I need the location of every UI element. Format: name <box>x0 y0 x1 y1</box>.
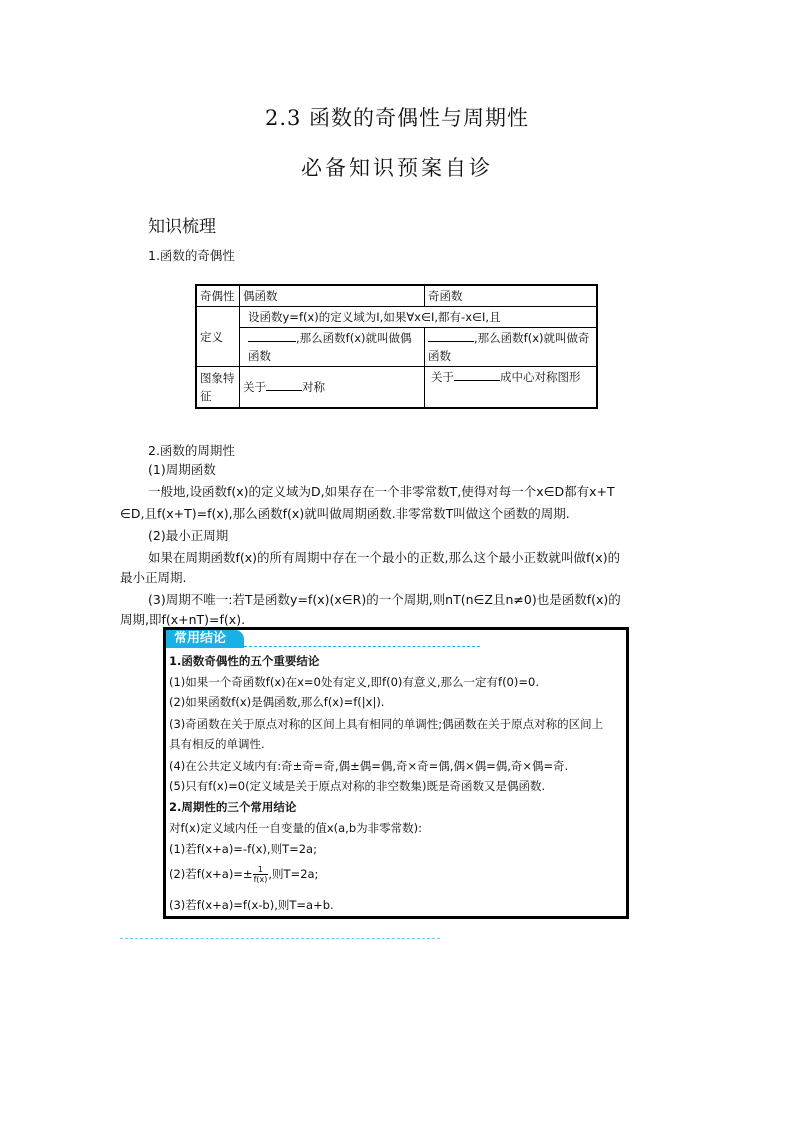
paragraph-line: 如果在周期函数f(x)的所有周期中存在一个最小的正数,那么这个最小正数就叫做f(x)的 <box>148 550 621 565</box>
parity-table <box>195 284 598 409</box>
formula-text: ,则T=2a; <box>268 867 319 881</box>
decorative-divider <box>120 938 440 939</box>
conclusion-item: 具有相反的单调性. <box>169 737 265 751</box>
cell-text: 关于 <box>431 370 454 384</box>
conclusion-item: (1)若f(x+a)=-f(x),则T=2a; <box>169 842 317 856</box>
conclusion-item <box>169 864 318 885</box>
cell-text: 对称 <box>302 380 325 394</box>
conclusion-item: (4)在公共定义域内有:奇±奇=奇,偶±偶=偶,奇×奇=偶,偶×偶=偶,奇×偶=奇. <box>169 759 569 773</box>
cell-text: 成中心对称图形 <box>500 370 581 384</box>
conclusion-heading: 1.函数奇偶性的五个重要结论 <box>169 654 320 668</box>
table-cell <box>240 328 425 367</box>
conclusion-item: (3)奇函数在关于原点对称的区间上具有相同的单调性;偶函数在关于原点对称的区间上 <box>169 717 604 731</box>
fill-blank[interactable] <box>428 329 474 342</box>
periodic-function-title: (1)周期函数 <box>148 462 216 477</box>
table-cell: 设函数y=f(x)的定义域为I,如果∀x∈I,都有-x∈I,且 <box>240 307 598 328</box>
conclusion-item: (1)如果一个奇函数f(x)在x=0处有定义,即f(0)有意义,那么一定有f(0)=0. <box>169 675 539 689</box>
table-cell <box>425 367 598 409</box>
formula-text: (2)若f(x+a)=± <box>169 867 253 881</box>
conclusions-tag: 常用结论 <box>166 630 244 648</box>
paragraph-line: 一般地,设函数f(x)的定义域为D,如果存在一个非零常数T,使得对每一个x∈D都有x+T <box>148 484 615 499</box>
fill-blank[interactable] <box>248 329 296 342</box>
table-cell: 偶函数 <box>240 285 425 307</box>
min-period-title: (2)最小正周期 <box>148 528 229 543</box>
fill-blank[interactable] <box>454 368 500 381</box>
conclusion-item: (5)只有f(x)=0(定义域是关于原点对称的非空数集)既是奇函数又是偶函数. <box>169 779 546 793</box>
fraction-numerator: 1 <box>253 865 269 875</box>
table-row <box>196 367 597 409</box>
paragraph-line: 最小正周期. <box>120 570 187 585</box>
table-header-row <box>196 285 597 307</box>
section-heading: 知识梳理 <box>148 217 216 237</box>
conclusion-item: (2)如果函数f(x)是偶函数,那么f(x)=f(|x|). <box>169 695 385 709</box>
item1-title: 1.函数的奇偶性 <box>148 248 235 263</box>
fraction-denominator: f(x) <box>253 875 268 884</box>
table-cell: 奇偶性 <box>196 285 240 307</box>
table-cell: 图象特征 <box>196 367 240 409</box>
conclusion-heading: 2.周期性的三个常用结论 <box>169 800 297 814</box>
paragraph-line: 周期,即f(x+nT)=f(x). <box>120 612 246 627</box>
conclusion-item: (3)若f(x+a)=f(x-b),则T=a+b. <box>169 898 334 912</box>
tag-underline <box>244 646 480 647</box>
cell-text: 关于 <box>243 380 266 394</box>
table-row <box>196 328 597 367</box>
item2-title: 2.函数的周期性 <box>148 443 235 458</box>
cell-text: ,那么函数f(x)就叫做偶函数 <box>248 331 412 363</box>
conclusion-item: 对f(x)定义域内任一自变量的值x(a,b为非零常数): <box>169 821 422 835</box>
paragraph-line: (3)周期不唯一:若T是函数y=f(x)(x∈R)的一个周期,则nT(n∈Z且n≠0)也是函数f(x)的 <box>148 592 621 607</box>
table-cell <box>425 328 598 367</box>
fraction <box>253 865 269 884</box>
table-cell: 定义 <box>196 307 240 367</box>
fill-blank[interactable] <box>266 378 302 391</box>
table-row <box>196 307 597 328</box>
lesson-title: 2.3 函数的奇偶性与周期性 <box>264 106 530 130</box>
paragraph-line: ∈D,且f(x+T)=f(x),那么函数f(x)就叫做周期函数.非零常数T叫做这个函数的周期. <box>120 506 570 521</box>
table-cell <box>240 367 425 409</box>
lesson-subtitle: 必备知识预案自诊 <box>301 156 493 180</box>
table-cell: 奇函数 <box>425 285 598 307</box>
cell-text: ,那么函数f(x)就叫做奇函数 <box>428 331 590 363</box>
